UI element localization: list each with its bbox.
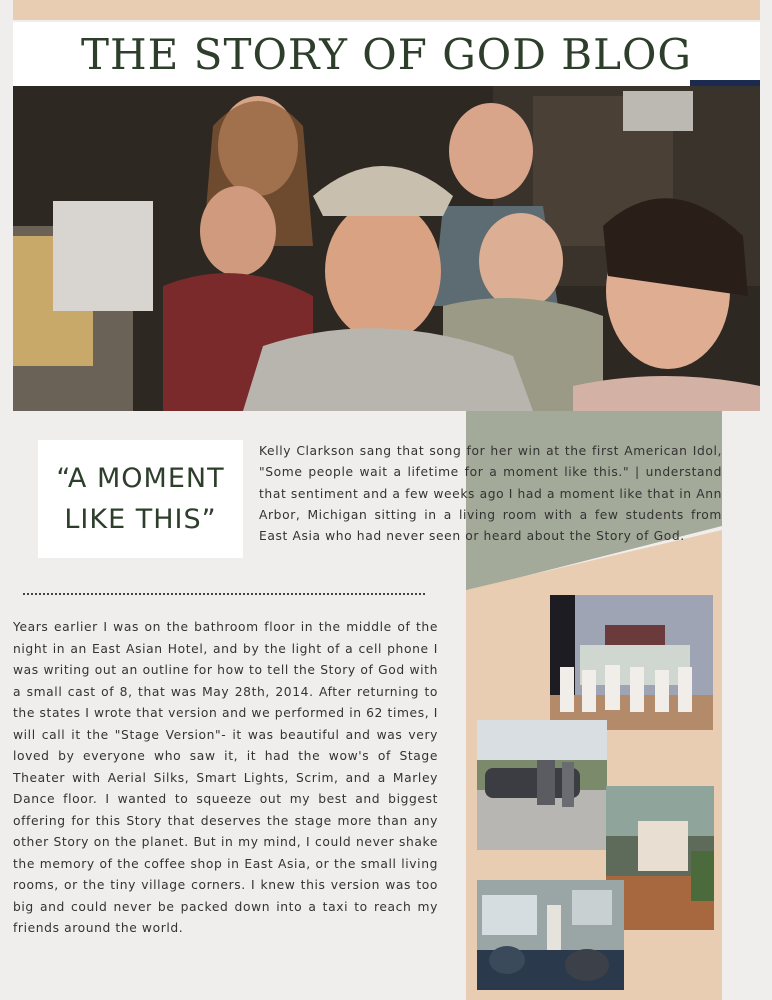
collage-photo-stage-cast — [550, 595, 713, 730]
outdoor-car-photo-icon — [477, 720, 607, 850]
collage-photo-outdoor-car — [477, 720, 607, 850]
pull-quote-line1: “A MOMENT — [56, 463, 225, 494]
pull-quote-line2: LIKE THIS” — [64, 504, 217, 535]
body-paragraph: Years earlier I was on the bathroom floor in the middle of the night in an East Asian Hotel, and by the light of a cell phone I was writing out an outline for how to tell the Story of God with a small cast of 8, that was May 28th, 2014. After returning to the states I wrote that version and we performed in 62 times, I will call it the "Stage Version"- it was beautiful and was very loved by everyone who saw it, it had the wow's of Stage Theater with Aerial Silks, Smart Lights, Scrim, and a Marley Dance floor. I wanted to squeeze out my best and biggest offering for this Story that deserves the stage more than any other Story on the planet. But in my mind, I could never shake the memory of the coffee shop in East Asia, or the small living rooms, or the tiny village corners. I knew this version was too big and could never be packed down into a taxi to reach my friends around the world. — [13, 620, 438, 935]
top-color-band — [13, 0, 760, 20]
living-room-photo-icon — [477, 880, 624, 990]
pull-quote-box — [38, 440, 243, 558]
collage-photo-living-room — [477, 880, 624, 990]
group-selfie-photo-icon — [13, 86, 760, 411]
header-bar — [13, 22, 760, 86]
page-title: THE STORY OF GOD BLOG — [81, 30, 692, 79]
intro-paragraph: Kelly Clarkson sang that song for her win at the first American Idol, "Some people wait a lifetime for a moment like this." | understand that sentiment and a few weeks ago I had a moment like that in Ann Arbor, Michigan sitting in a living room with a few students from East Asia who had never seen or heard about the Story of God. — [259, 444, 722, 544]
dotted-divider — [23, 593, 425, 595]
stage-cast-photo-icon — [550, 595, 713, 730]
hero-photo — [13, 86, 760, 411]
pull-quote — [38, 458, 243, 540]
